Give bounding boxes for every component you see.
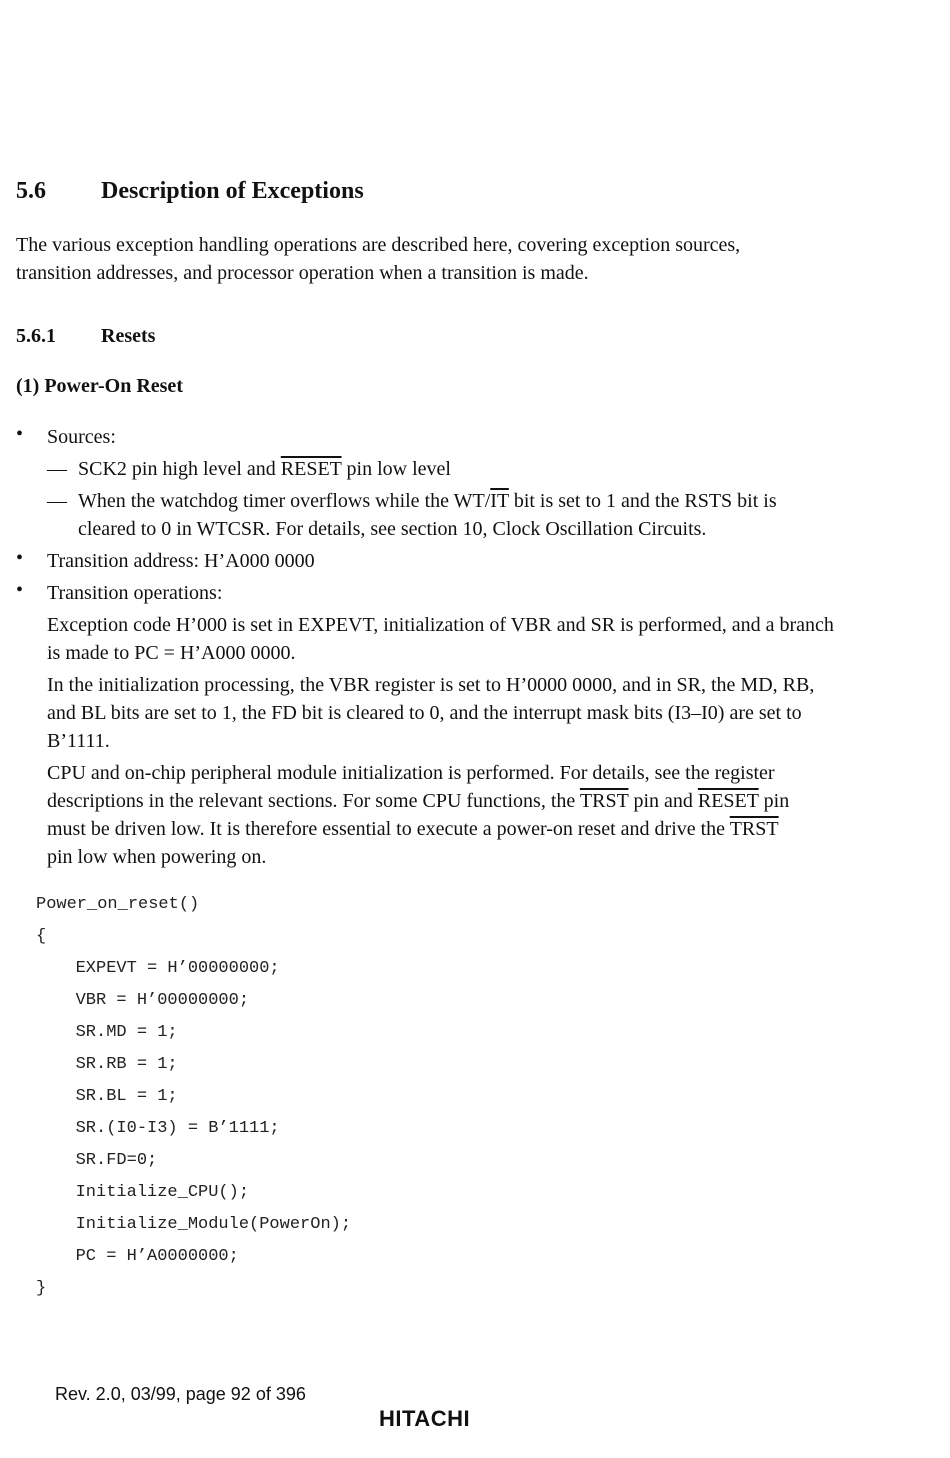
reset-pin-overline: RESET: [697, 790, 759, 812]
subsection-number: 5.6.1: [16, 325, 56, 347]
code-line: Initialize_CPU();: [45, 1183, 250, 1202]
code-line: PC = H’A0000000;: [45, 1247, 239, 1266]
section-number: 5.6: [16, 178, 46, 204]
code-line: SR.RB = 1;: [45, 1055, 178, 1074]
it-bit-overline: $\overline{IT}$: [490, 490, 509, 512]
code-line: EXPEVT = H’00000000;: [45, 959, 280, 978]
transition-address: Transition address: H’A000 0000: [47, 550, 315, 572]
code-line: }: [36, 1279, 47, 1298]
code-line: SR.(I0-I3) = B’1111;: [45, 1119, 280, 1138]
reset-pin-overline: RESET: [280, 458, 342, 480]
transition-ops-label: Transition operations:: [47, 582, 223, 604]
subsection-title: Resets: [101, 325, 156, 347]
code-line: Initialize_Module(PowerOn);: [45, 1215, 352, 1234]
dash-marker: —: [47, 458, 67, 480]
section-title: Description of Exceptions: [101, 178, 364, 204]
bullet-marker: •: [16, 579, 24, 601]
bullet-marker: •: [16, 547, 24, 569]
source-item-1: SCK2 pin high level and RESET pin low level: [78, 458, 451, 480]
transition-para-3-line-3: must be driven low. It is therefore essential to execute a power-on reset and drive the TRST: [47, 818, 779, 840]
intro-paragraph: The various exception handling operations are described here, covering exception sources, transition addresses, and processor operation when a transition is made.: [16, 234, 741, 284]
code-line: {: [36, 927, 47, 946]
trst-pin-overline: TRST: [729, 818, 779, 840]
code-line: SR.MD = 1;: [45, 1023, 178, 1042]
transition-para-3-line-2: descriptions in the relevant sections. For some CPU functions, the TRST pin and RESET pin: [47, 790, 790, 812]
dash-marker: —: [47, 490, 67, 512]
transition-para-3-line-1: CPU and on-chip peripheral module initialization is performed. For details, see the register: [47, 762, 775, 784]
transition-para-2: In the initialization processing, the VBR register is set to H’0000 0000, and in SR, the MD, RB, and BL bits are set to 1, the FD bit is cleared to 0, and the interrupt mask bits (I3–I0) are set to B’1111.: [47, 674, 815, 752]
page-footer-revision: Rev. 2.0, 03/99, page 92 of 396: [55, 1384, 306, 1404]
subsubsection-title: (1) Power-On Reset: [16, 375, 183, 397]
code-line: SR.FD=0;: [45, 1151, 158, 1170]
trst-pin-overline: TRST: [579, 790, 629, 812]
source-item-2: When the watchdog timer overflows while the $WT/\overline{IT}$ bit is set to 1 and the RSTS bit is: [78, 490, 777, 512]
hitachi-logo: HITACHI: [379, 1406, 471, 1431]
source-item-2-cont: cleared to 0 in WTCSR. For details, see section 10, Clock Oscillation Circuits.: [78, 518, 707, 540]
code-line: VBR = H’00000000;: [45, 991, 250, 1010]
bullet-marker: •: [16, 423, 24, 445]
code-line: SR.BL = 1;: [45, 1087, 178, 1106]
transition-para-1: Exception code H’000 is set in EXPEVT, initialization of VBR and SR is performed, and a branch is made to PC = H’A000 0000.: [47, 614, 834, 664]
code-line: Power_on_reset(): [36, 895, 200, 914]
sources-label: Sources:: [47, 426, 116, 448]
transition-para-3-line-4: pin low when powering on.: [47, 846, 267, 868]
